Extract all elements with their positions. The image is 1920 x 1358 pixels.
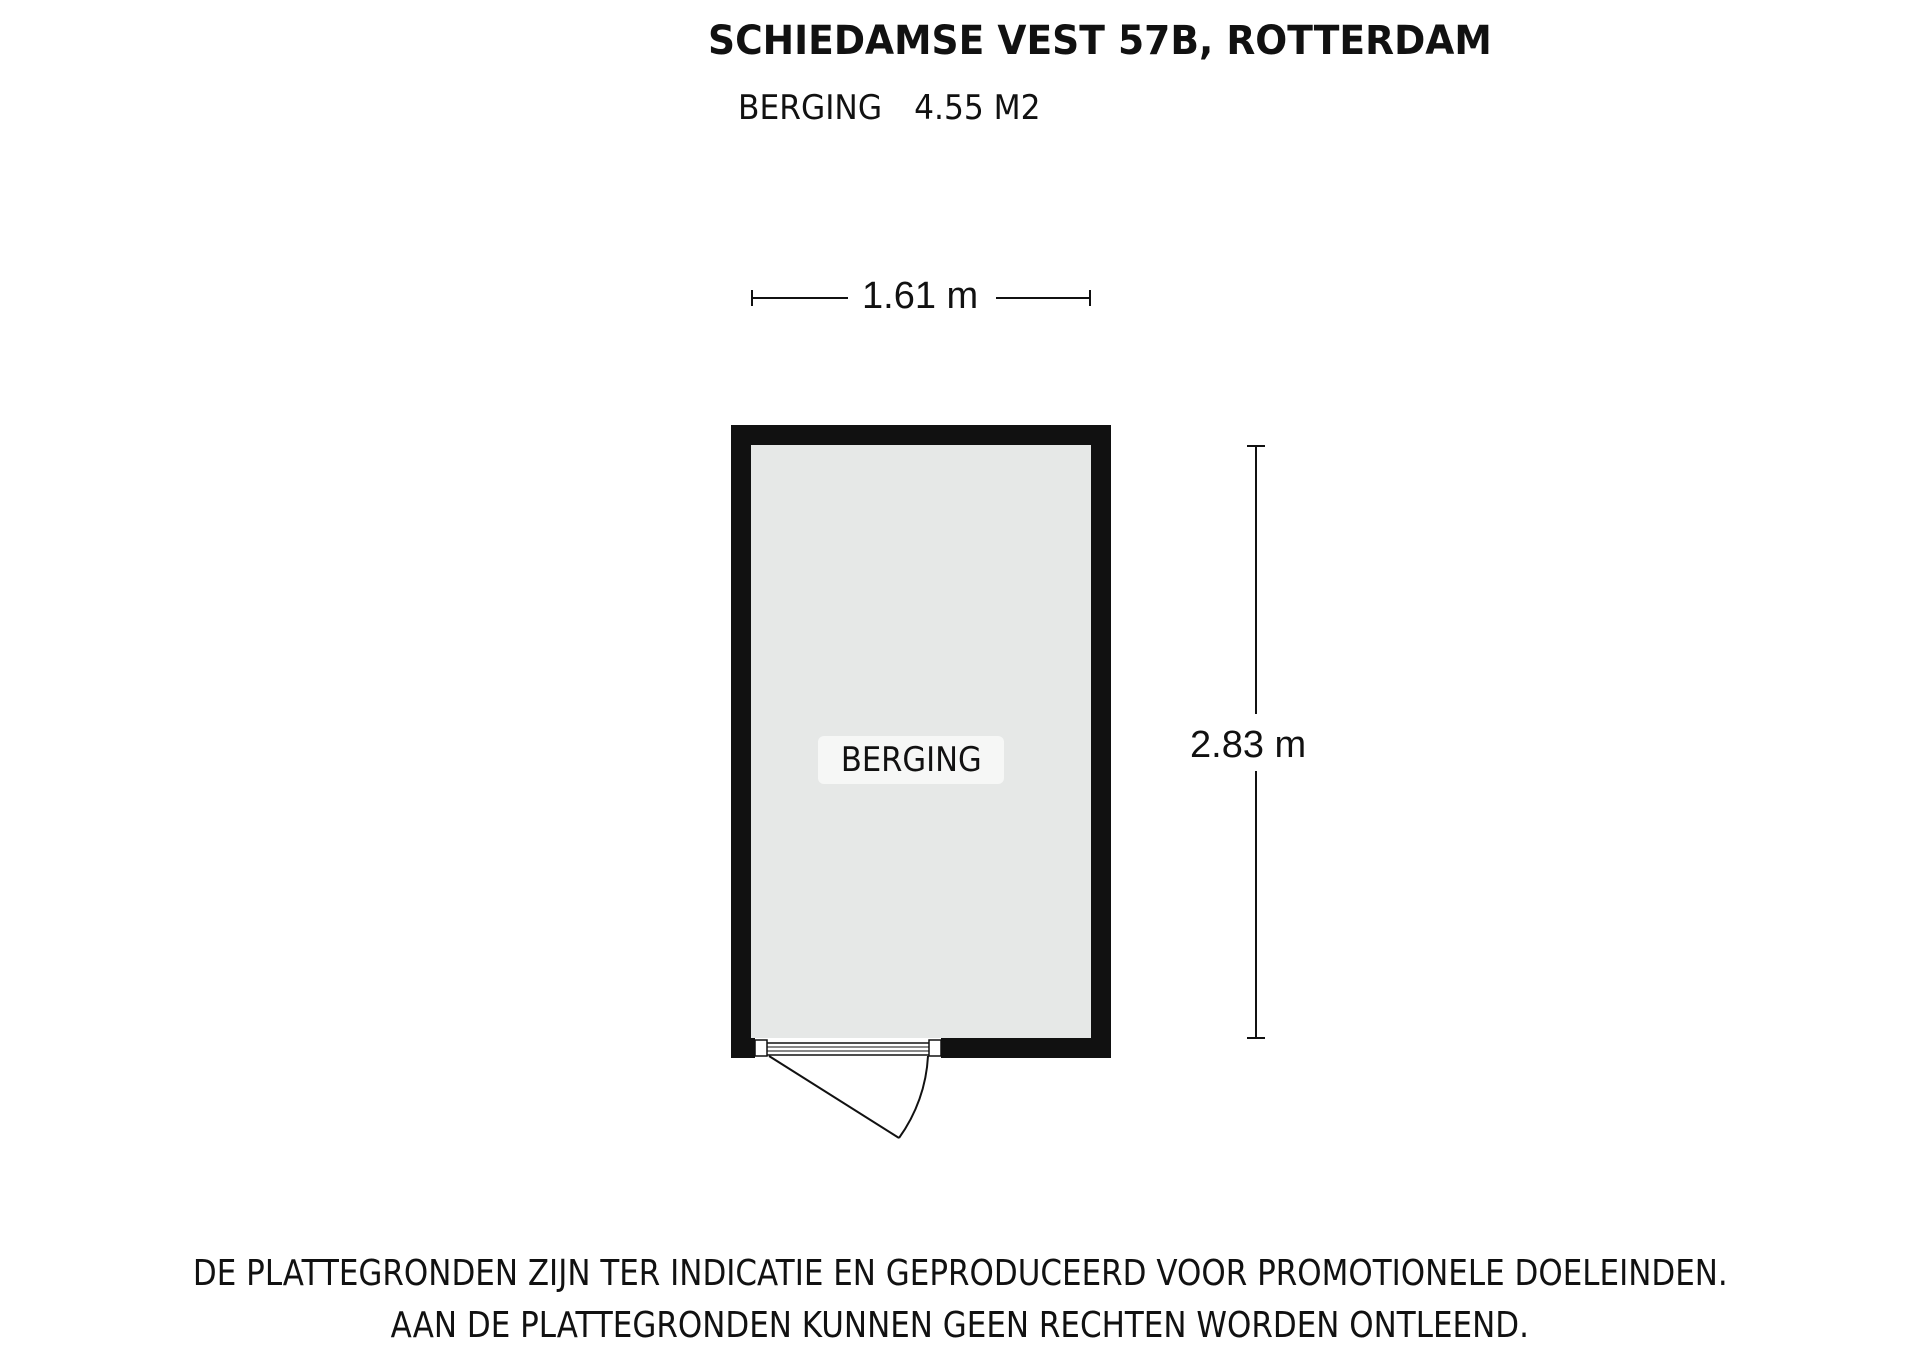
disclaimer-line-2: AAN DE PLATTEGRONDEN KUNNEN GEEN RECHTEN WORDEN ONTLEEND. xyxy=(390,1305,1530,1346)
door xyxy=(755,1040,941,1138)
width-dimension-label: 1.61 m xyxy=(858,275,982,318)
door-swing-arc xyxy=(899,1056,928,1138)
page-title: SCHIEDAMSE VEST 57B, ROTTERDAM xyxy=(708,18,1492,64)
room-label-text: BERGING xyxy=(840,740,982,780)
room-label xyxy=(818,736,1004,784)
room-summary-area: 4.55 M2 xyxy=(914,88,1041,128)
disclaimer-line-1: DE PLATTEGRONDEN ZIJN TER INDICATIE EN GEPRODUCEERD VOOR PROMOTIONELE DOELEINDEN. xyxy=(192,1253,1728,1294)
room-summary-name: BERGING xyxy=(738,88,883,128)
disclaimer xyxy=(0,1248,1920,1352)
height-dimension-label: 2.83 m xyxy=(1190,720,1306,771)
door-leaf xyxy=(769,1056,899,1138)
